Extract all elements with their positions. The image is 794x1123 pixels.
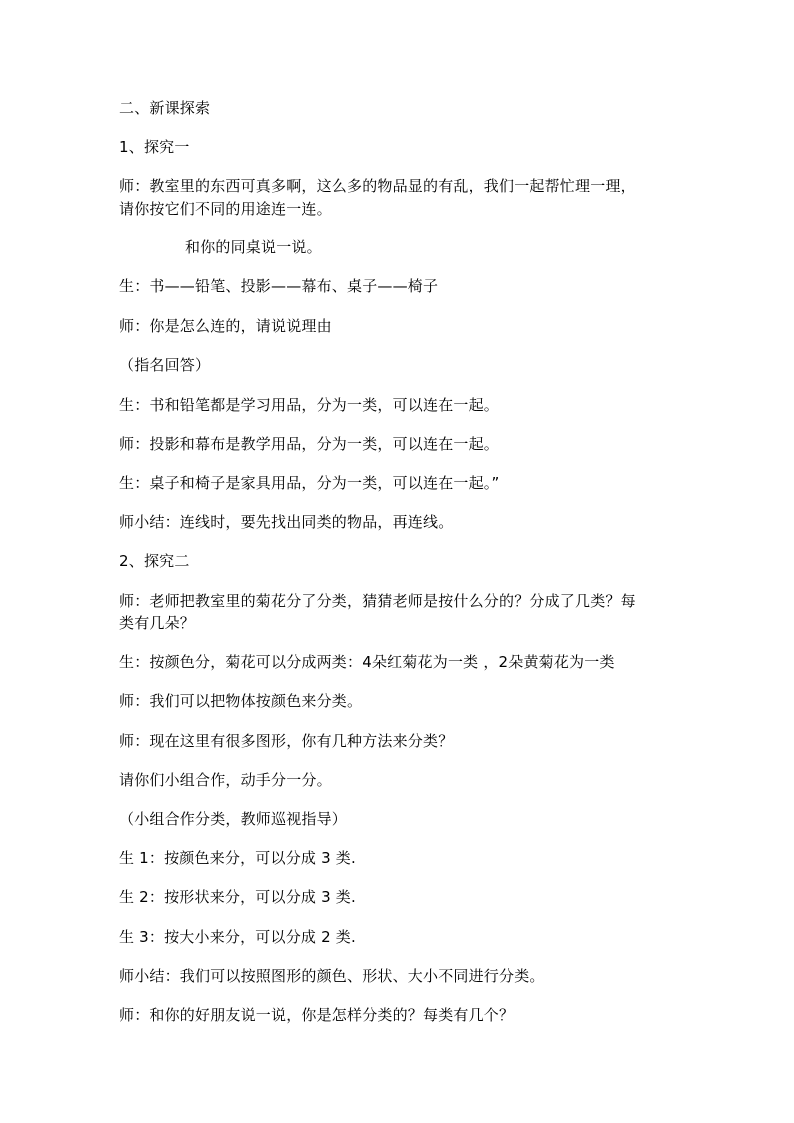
paragraph-line: 生 3：按大小来分，可以分成 2 类.	[119, 928, 356, 946]
paragraph-line: 师：你是怎么连的，请说说理由	[119, 317, 332, 335]
paragraph-line: 师小结：我们可以按照图形的颜色、形状、大小不同进行分类。	[119, 967, 545, 985]
paragraph-line: 师：老师把教室里的菊花分了分类，猜猜老师是按什么分的？分成了几类？每	[119, 592, 636, 610]
paragraph-line: 师：投影和幕布是教学用品，分为一类，可以连在一起。	[119, 435, 500, 453]
paragraph-line: 生：书和铅笔都是学习用品，分为一类，可以连在一起。	[119, 396, 500, 414]
subsection-heading-2: 2、探究二	[119, 552, 190, 570]
paragraph-line: 生 1：按颜色来分，可以分成 3 类.	[119, 849, 356, 867]
paragraph-line: （小组合作分类，教师巡视指导）	[119, 810, 348, 828]
paragraph-line: 生 2：按形状来分，可以分成 3 类.	[119, 888, 356, 906]
subsection-heading-1: 1、探究一	[119, 138, 190, 156]
paragraph-line: 师：我们可以把物体按颜色来分类。	[119, 692, 363, 710]
paragraph-line: 和你的同桌说一说。	[185, 238, 322, 256]
paragraph-line: 请你们小组合作，动手分一分。	[119, 771, 332, 789]
paragraph-line: 生：按颜色分，菊花可以分成两类：4朵红菊花为一类 ，2朵黄菊花为一类	[119, 653, 615, 671]
paragraph-line: 师：教室里的东西可真多啊，这么多的物品显的有乱，我们一起帮忙理一理，	[119, 177, 636, 195]
paragraph-line: 师：现在这里有很多图形，你有几种方法来分类？	[119, 732, 454, 750]
paragraph-line: 师：和你的好朋友说一说，你是怎样分类的？每类有几个？	[119, 1006, 515, 1024]
section-heading: 二、新课探索	[119, 99, 211, 117]
paragraph-line: 师小结：连线时，要先找出同类的物品，再连线。	[119, 513, 454, 531]
paragraph-line: 类有几朵？	[119, 614, 196, 632]
paragraph-line: 生：桌子和椅子是家具用品，分为一类，可以连在一起。”	[119, 474, 500, 492]
paragraph-line: （指名回答）	[119, 356, 211, 374]
paragraph-line: 请你按它们不同的用途连一连。	[119, 200, 332, 218]
paragraph-line: 生：书——铅笔、投影——幕布、桌子——椅子	[119, 277, 439, 295]
